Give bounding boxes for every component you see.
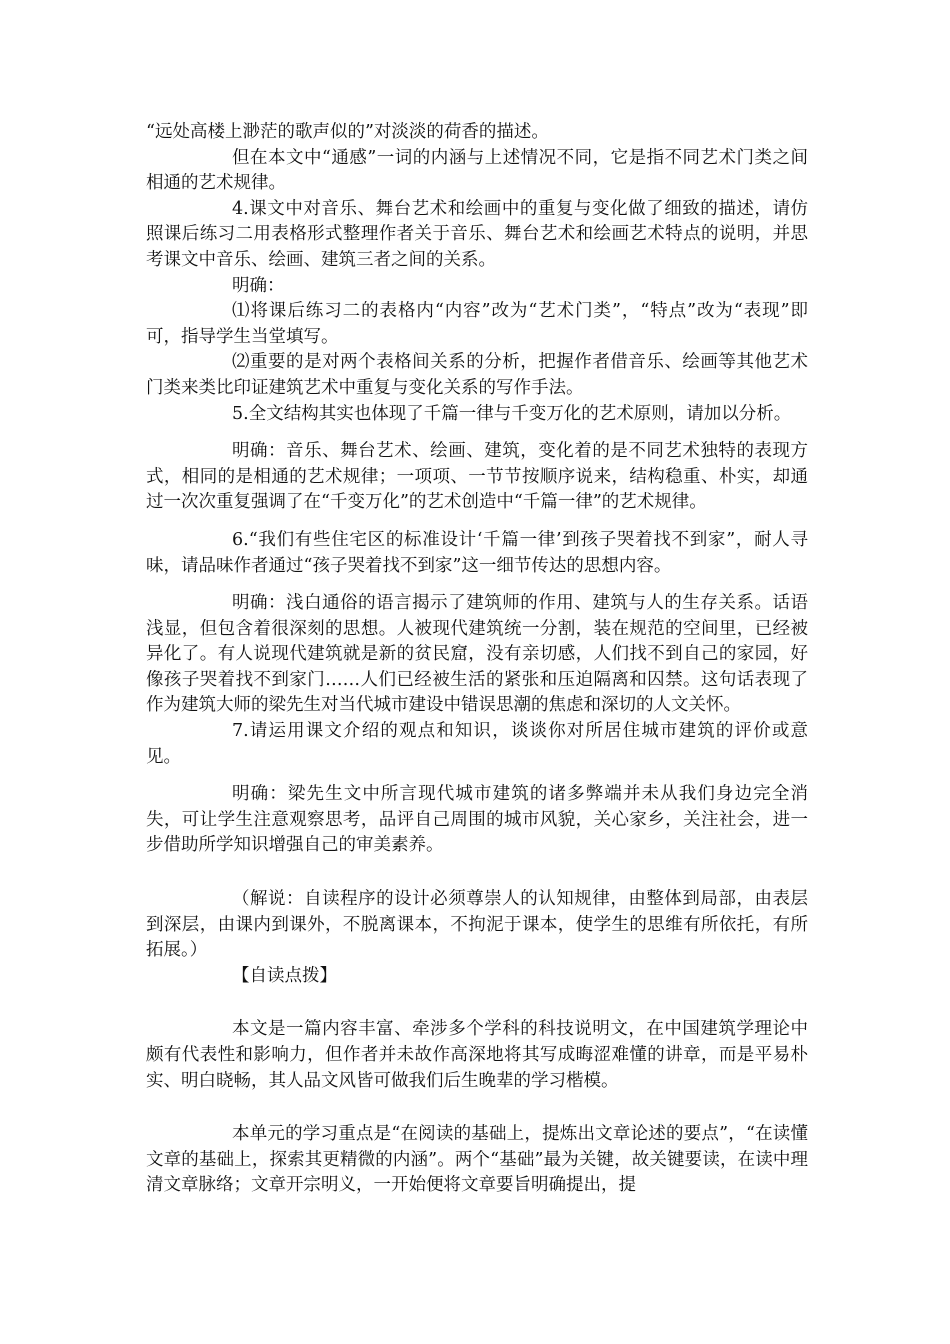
document-body [146,120,808,1199]
explanation-note: （解说：自读程序的设计必须尊崇人的认知规律，由整体到局部，由表层到深层，由课内到课外，不脱离课本，不拘泥于课本，使学生的思维有所依托，有所拓展。） [146,889,808,961]
answer-5: 明确：音乐、舞台艺术、绘画、建筑，变化着的是不同艺术独特的表现方式，相同的是相通的艺术规律；一项项、一节节按顺序说来，结构稳重、朴实，却通过一次次重复强调了在“千变万化”的艺术创造中“千篇一律”的艺术规律。 [146,441,808,513]
answer-6: 明确：浅白通俗的语言揭示了建筑师的作用、建筑与人的生存关系。话语浅显，但包含着很深刻的思想。人被现代建筑统一分割，装在规范的空间里，已经被异化了。有人说现代建筑就是新的贫民窟，没有亲切感，人们找不到自己的家园，好像孩子哭着找不到家门……人们已经被生活的紧张和压迫隔离和囚禁。这句话表现了作为建筑大师的梁先生对当代城市建设中错误思潮的焦虑和深切的人文关怀。 [146,593,808,716]
paragraph-intro: 本文是一篇内容丰富、牵涉多个学科的科技说明文，在中国建筑学理论中颇有代表性和影响力，但作者并未故作高深地将其写成晦涩难懂的讲章，而是平易朴实、明白晓畅，其人品文风皆可做我们后生晚辈的学习楷模。 [146,1019,808,1091]
answer-4-item-1: ⑴将课后练习二的表格内“内容”改为“艺术门类”，“特点”改为“表现”即可，指导学生当堂填写。 [146,301,808,347]
paragraph-unit-focus: 本单元的学习重点是“在阅读的基础上，提炼出文章论述的要点”，“在读懂文章的基础上，探索其更精微的内涵”。两个“基础”最为关键，故关键要读，在读中理清文章脉络；文章开宗明义，一开始便将文章要旨明确提出，提 [146,1124,808,1196]
answer-7: 明确：梁先生文中所言现代城市建筑的诸多弊端并未从我们身边完全消失，可让学生注意观察思考，品评自己周围的城市风貌，关心家乡，关注社会，进一步借助所学知识增强自己的审美素养。 [146,784,808,856]
question-5: 5.全文结构其实也体现了千篇一律与千变万化的艺术原则，请加以分析。 [232,403,792,424]
paragraph-tonggan: 但在本文中“通感”一词的内涵与上述情况不同，它是指不同艺术门类之间相通的艺术规律。 [146,147,808,194]
answer-label-4: 明确： [232,275,285,296]
question-4: 4.课文中对音乐、舞台艺术和绘画中的重复与变化做了细致的描述，请仿照课后练习二用表格形式整理作者关于音乐、舞台艺术和绘画艺术特点的说明，并思考课文中音乐、绘画、建筑三者之间的关系。 [146,198,808,270]
question-6: 6.“我们有些住宅区的标准设计‘千篇一律’到孩子哭着找不到家”，耐人寻味，请品味作者通过“孩子哭着找不到家”这一细节传达的思想内容。 [146,529,808,576]
section-heading: 【自读点拨】 [232,965,337,986]
paragraph-continuation: “远处高楼上渺茫的歌声似的”对淡淡的荷香的描述。 [146,122,549,142]
question-7: 7.请运用课文介绍的观点和知识，谈谈你对所居住城市建筑的评价或意见。 [146,721,808,767]
answer-4-item-2: ⑵重要的是对两个表格间关系的分析，把握作者借音乐、绘画等其他艺术门类来类比印证建筑艺术中重复与变化关系的写作手法。 [146,352,808,398]
